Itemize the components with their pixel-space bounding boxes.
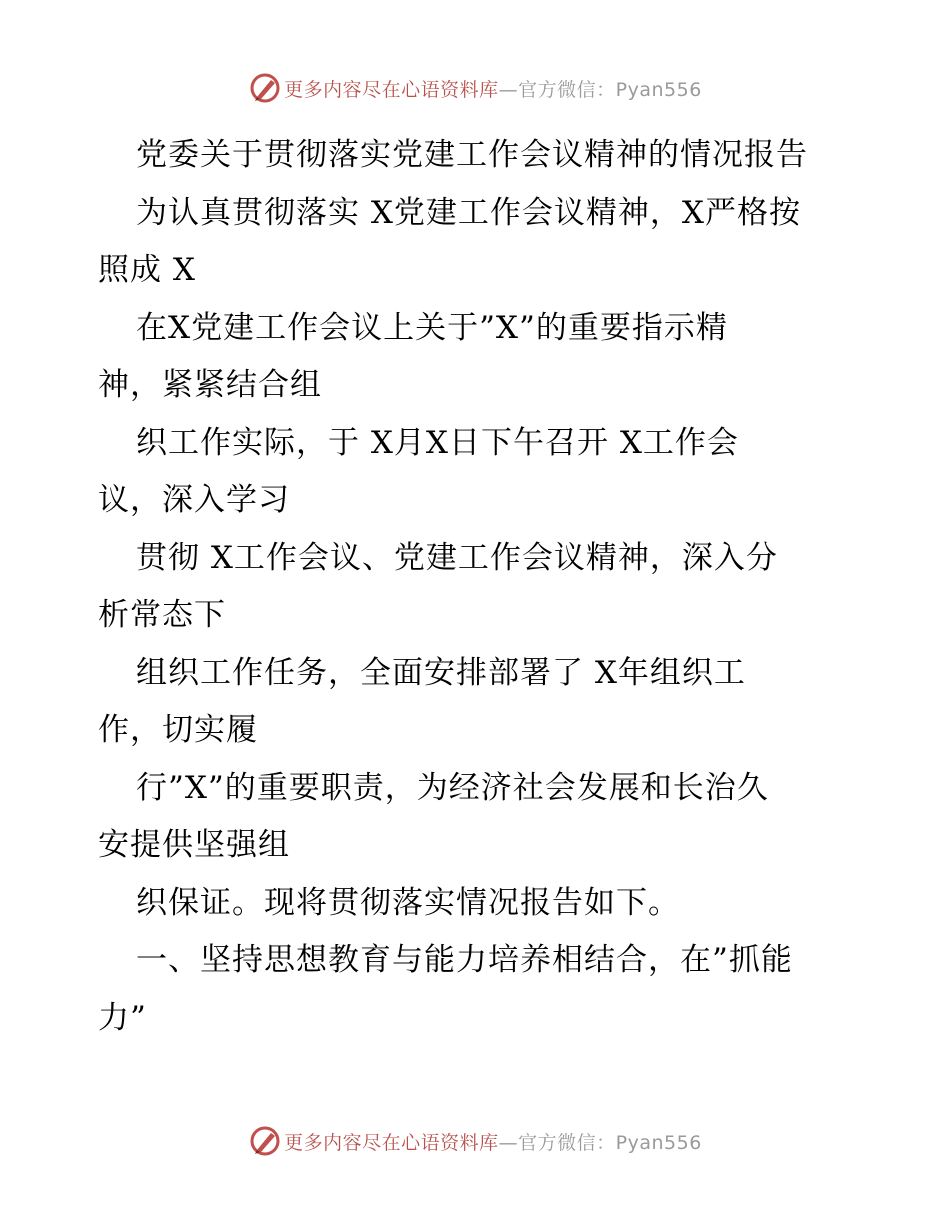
paragraph-line: 安提供坚强组 bbox=[98, 827, 290, 863]
paragraph-line: 在X党建工作会议上关于”X”的重要指示精 bbox=[136, 309, 728, 346]
paragraph-line: 织保证。现将贯彻落实情况报告如下。 bbox=[136, 884, 680, 921]
paragraph-line: 织工作实际，于 X月X日下午召开 X工作会 bbox=[136, 424, 739, 461]
paragraph-line: 贯彻 X工作会议、党建工作会议精神，深入分 bbox=[136, 539, 778, 576]
paragraph-line: 照成 X bbox=[98, 252, 196, 288]
document-title: 党委关于贯彻落实党建工作会议精神的情况报告 bbox=[136, 137, 808, 173]
paragraph-line: 为认真贯彻落实 X党建工作会议精神，X严格按 bbox=[136, 194, 801, 231]
paragraph-line: 神，紧紧结合组 bbox=[98, 367, 322, 403]
paragraph-line: 组织工作任务，全面安排部署了 X年组织工 bbox=[136, 654, 746, 691]
paragraph-line: 行”X”的重要职责，为经济社会发展和长治久 bbox=[136, 769, 769, 806]
footer-watermark bbox=[0, 1121, 950, 1161]
watermark-separator: — bbox=[498, 1131, 519, 1154]
watermark-wechat-text: 官方微信：Pyan556 bbox=[518, 1131, 702, 1154]
paragraph-line: 作，切实履 bbox=[98, 712, 258, 748]
watermark-main-text: 更多内容尽在心语资料库 bbox=[284, 78, 499, 101]
document-body bbox=[98, 127, 878, 1047]
watermark-separator: — bbox=[498, 78, 519, 101]
paragraph-line: 议，深入学习 bbox=[98, 482, 290, 518]
pen-logo-icon bbox=[248, 1124, 282, 1158]
section-heading-continuation: 力” bbox=[98, 999, 147, 1036]
header-watermark bbox=[0, 68, 950, 108]
watermark-main-text: 更多内容尽在心语资料库 bbox=[284, 1131, 499, 1154]
paragraph-line: 析常态下 bbox=[98, 597, 226, 633]
pen-logo-icon bbox=[248, 71, 282, 105]
watermark-wechat-text: 官方微信：Pyan556 bbox=[518, 78, 702, 101]
section-heading: 一、坚持思想教育与能力培养相结合，在”抓能 bbox=[136, 942, 793, 978]
